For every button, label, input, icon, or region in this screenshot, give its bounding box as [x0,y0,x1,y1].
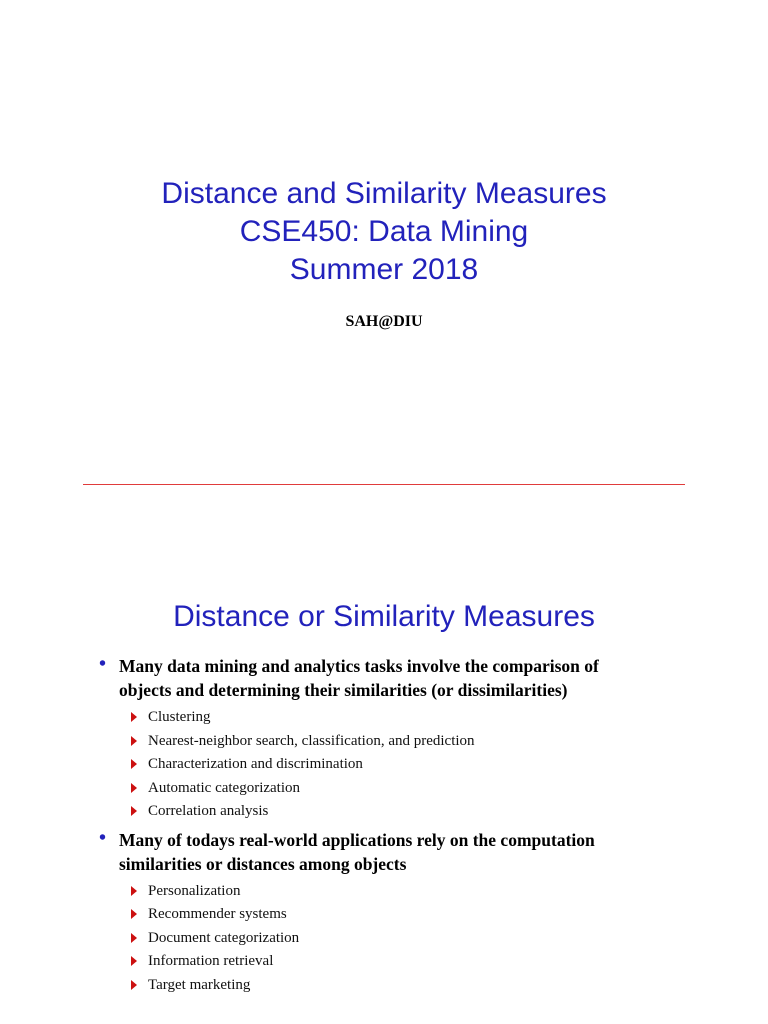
sub-item [129,800,698,824]
triangle-bullet-icon [131,759,137,769]
sub-item-label: Clustering [148,709,211,725]
author: SAH@DIU [345,313,423,330]
sub-item-label: Characterization and discrimination [148,756,363,772]
triangle-bullet-icon [131,712,137,722]
sub-item [129,974,698,998]
course-line: CSE450: Data Mining [239,215,529,248]
sub-item-label: Document categorization [148,929,300,946]
bullet-text-line: Many of todays real-world applications rely on the computation [119,829,595,850]
triangle-bullet-icon [131,783,137,793]
triangle-bullet-icon [131,956,137,966]
triangle-bullet-icon [131,736,137,746]
sub-item-label: Personalization [148,882,241,899]
sub-item-label: Automatic categorization [148,779,301,796]
sub-item [129,880,698,904]
slide-divider [83,484,685,485]
content-title: Distance or Similarity Measures [173,600,595,633]
sub-list [129,706,698,824]
triangle-bullet-icon [131,886,137,896]
sub-item-label: Nearest-neighbor search, classification, and prediction [148,732,475,749]
title-slide [0,0,768,485]
bullet-item [98,654,698,702]
sub-item-label: Correlation analysis [148,803,269,819]
triangle-bullet-icon [131,806,137,816]
slide-title [0,175,768,289]
bullet-dot-icon: • [99,826,107,849]
triangle-bullet-icon [131,980,137,990]
triangle-bullet-icon [131,933,137,943]
bullet-dot-icon: • [99,653,107,675]
sub-item [129,753,698,777]
sub-item-label: Information retrieval [148,953,274,969]
sub-list [129,880,698,998]
sub-item [129,706,698,730]
term-line: Summer 2018 [289,253,479,286]
content-slide [0,486,768,1024]
bullet-item [98,828,698,876]
sub-item [129,950,698,974]
bullet-list [98,654,698,1001]
triangle-bullet-icon [131,909,137,919]
bullet-text-line: objects and determining their similarities (or dissimilarities) [119,680,568,700]
sub-item [129,730,698,754]
title-line: Distance and Similarity Measures [161,177,607,210]
sub-item-label: Recommender systems [148,906,287,922]
sub-item [129,927,698,951]
sub-item-label: Target marketing [148,976,251,993]
bullet-text-line: similarities or distances among objects [119,853,407,874]
sub-item [129,903,698,927]
sub-item [129,777,698,801]
bullet-text-line: Many data mining and analytics tasks involve the comparison of [119,656,599,676]
